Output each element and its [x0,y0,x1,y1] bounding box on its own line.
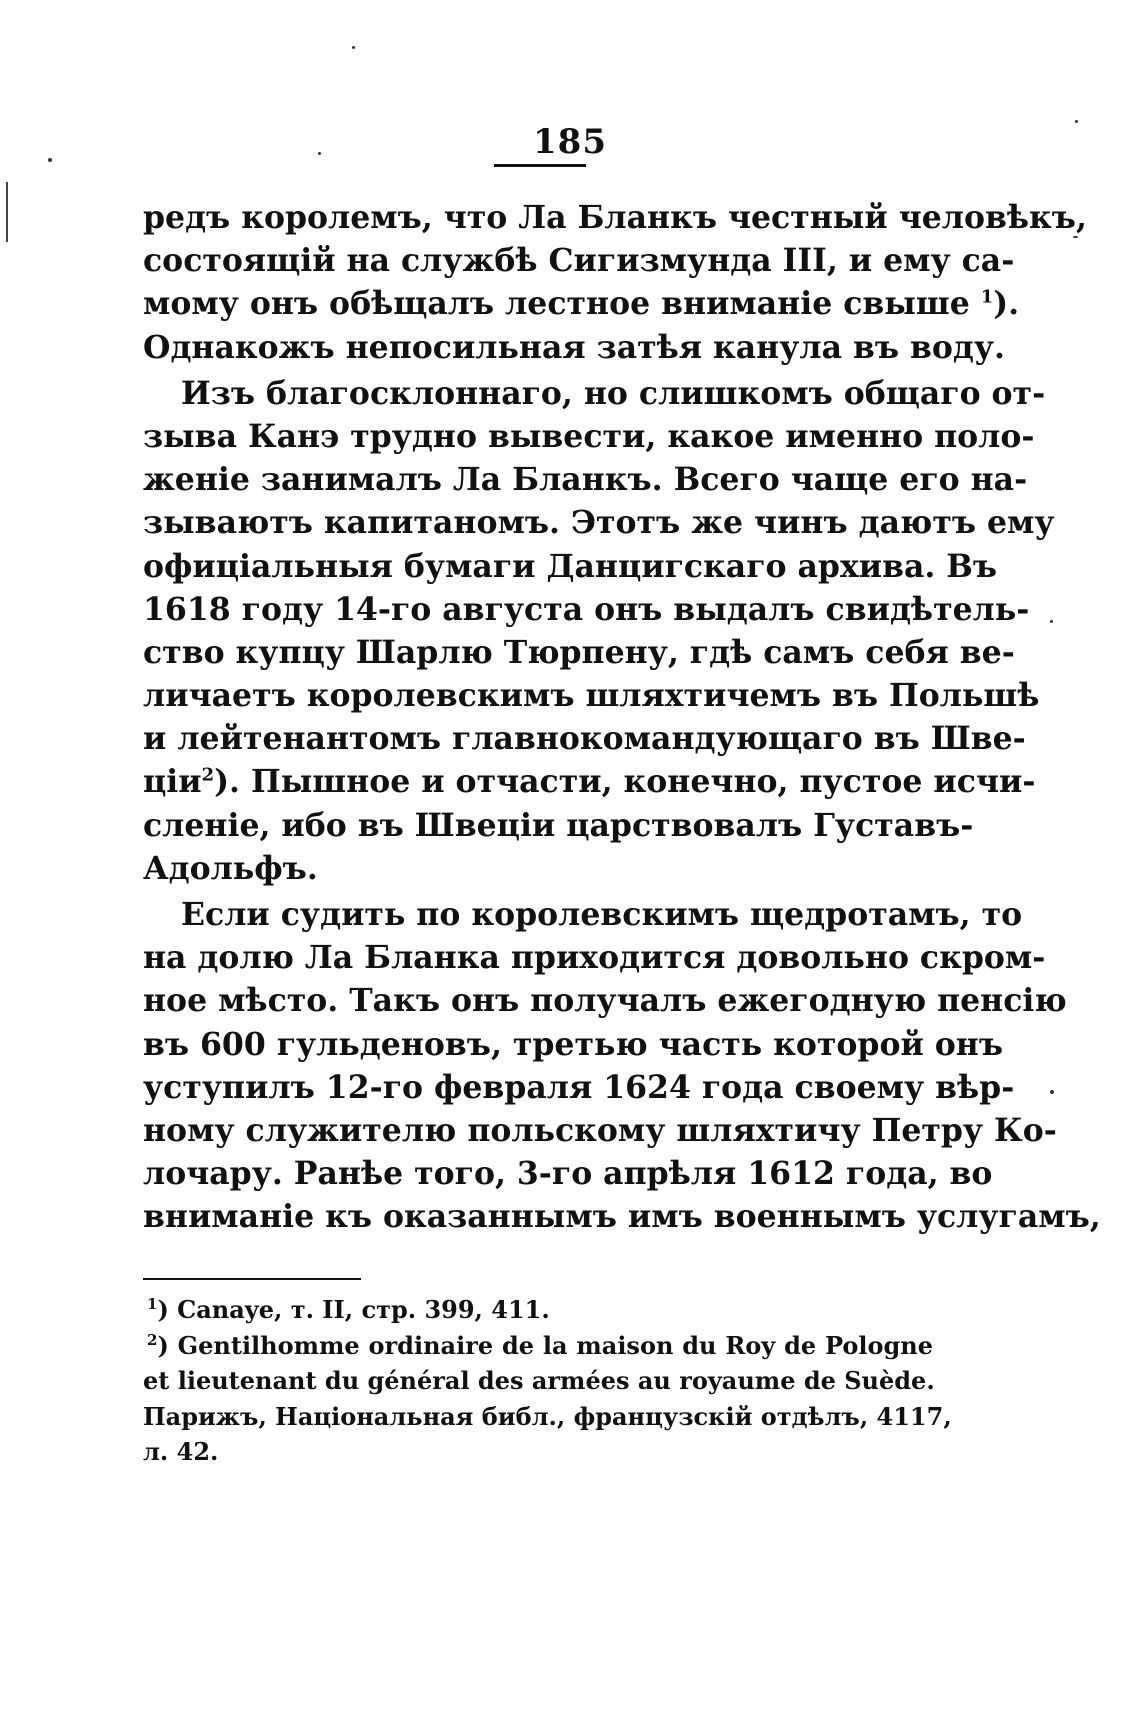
text-line: и лейтенантомъ главнокомандующаго въ Шве- [143,720,1026,758]
footnote-ref: 2 [201,764,215,786]
text-line: ное мѣсто. Такъ онъ получалъ ежегодную пенсію [143,982,1067,1020]
text-line-part: ). Пышное и отчасти, конечно, пустое исчи- [214,763,1036,801]
footnote-line: л. 42. [143,1437,219,1466]
text-line: 1618 году 14-го августа онъ выдалъ свидѣтель- [143,590,1030,628]
footnote-ref: 1 [980,286,994,308]
footnote-line [143,1328,933,1364]
text-line: Если судить по королевскимъ щедротамъ, то [181,896,1023,933]
body-text [143,196,1101,1239]
scan-speck [318,152,321,155]
footnote-line: et lieutenant du général des armées au royaume de Suède. [143,1366,935,1395]
footnote-line: Парижъ, Національная библ., французскій отдѣлъ, 4117, [143,1401,952,1431]
text-line: на долю Ла Бланка приходится довольно скром- [143,939,1046,977]
scan-edge-mark [6,182,8,242]
text-line: вниманіе къ оказаннымъ имъ военнымъ услугамъ, [143,1198,1101,1236]
text-line-part: ціи [143,763,202,801]
footnote-separator [143,1278,361,1280]
text-line: лочару. Ранѣе того, 3-го апрѣля 1612 года, во [143,1155,993,1193]
text-line: женіе занималъ Ла Бланкъ. Всего чаще его на- [143,461,1028,499]
footnotes [143,1292,952,1470]
text-line [143,760,1036,803]
text-line: зыва Канэ трудно вывести, какое именно поло- [143,417,1035,455]
page-number-underline [494,164,586,167]
footnote-line [143,1292,933,1328]
text-line: Однакожъ непосильная затѣя канула въ воду. [143,328,1006,366]
text-line: ство купцу Шарлю Тюрпену, гдѣ самъ себя ве- [143,633,1015,671]
text-line: сленіе, ибо въ Швеціи царствовалъ Густавъ- [143,806,974,844]
text-line: Адольфъ. [143,849,318,887]
text-line: редъ королемъ, что Ла Бланкъ честный человѣкъ, [143,199,1087,236]
scan-speck [352,46,355,49]
text-line: офиціальныя бумаги Данцигскаго архива. Въ [143,547,998,585]
text-line: въ 600 гульденовъ, третью часть которой онъ [143,1025,1004,1063]
scan-speck [48,158,52,162]
text-line [143,282,1020,325]
footnote-marker: 1 [147,1295,158,1313]
text-line: уступилъ 12-го февраля 1624 года своему вѣр- [143,1068,1015,1106]
footnote-text: ) Canaye, т. II, стр. 399, 411. [157,1295,550,1324]
footnote-marker: 2 [147,1330,158,1349]
scan-speck [1075,120,1078,123]
text-line: ному служителю польскому шляхтичу Петру Ко- [143,1111,1057,1149]
text-line: личаетъ королевскимъ шляхтичемъ въ Польшѣ [143,677,1040,715]
footnote-text: ) Gentilhomme ordinaire de la maison du Roy de Pologne [157,1330,933,1360]
scan-speck [1050,620,1053,623]
text-line: Изъ благосклоннаго, но слишкомъ общаго от- [181,374,1046,412]
text-line: зываютъ капитаномъ. Этотъ же чинъ даютъ ему [143,504,1055,542]
text-line: состоящій на службѣ Сигизмунда III, и ему са- [143,242,1015,280]
page-number: 185 [533,122,607,162]
scan-speck [1073,236,1078,238]
text-line-part: ). [993,285,1020,323]
scan-speck [1050,1090,1054,1094]
text-line-part: мому онъ обѣщалъ лестное вниманіе свыше [143,285,970,323]
